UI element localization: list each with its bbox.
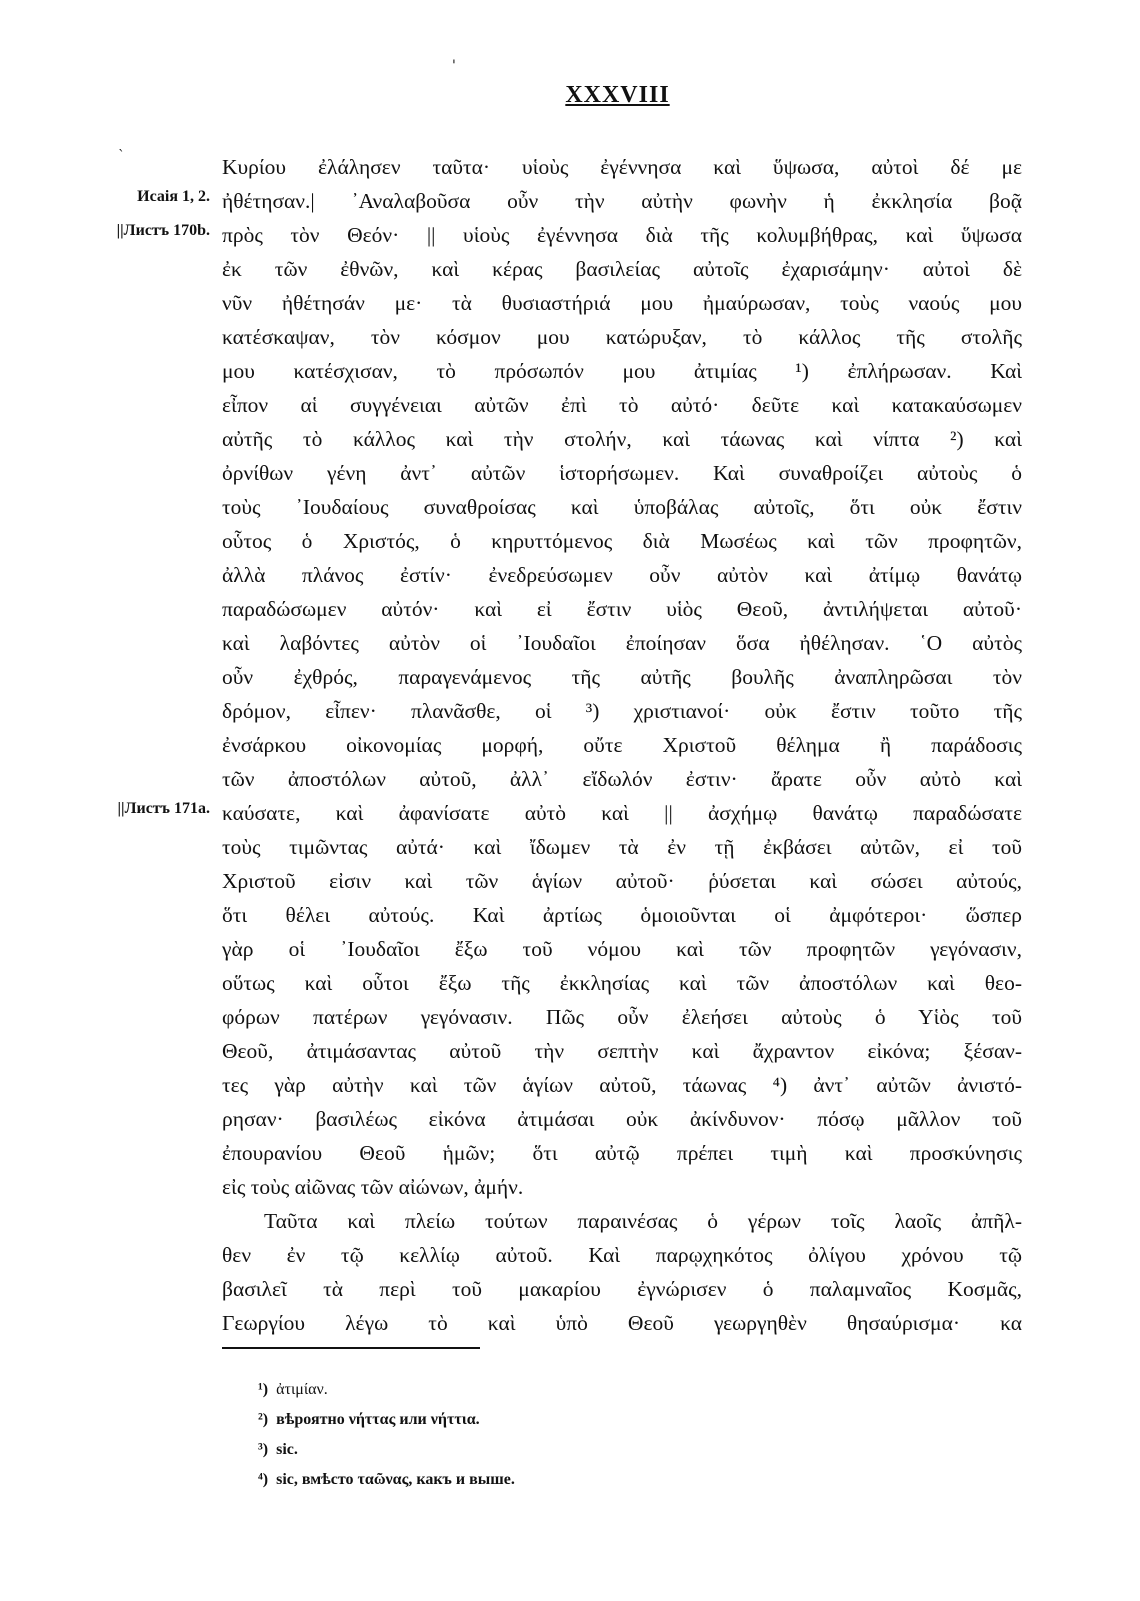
text-line: φόρων πατέρων γεγόνασιν. Πῶς οὖν ἐλεήσει αὐτοὺς ὁ Υἱὸς τοῦ <box>222 1005 1022 1029</box>
text-line: Κυρίου ἐλάλησεν ταῦτα· υἱοὺς ἐγέννησα καὶ ὕψωσα, αὐτοὶ δέ με <box>222 155 1022 179</box>
text-line: ὀρνίθων γένη ἀντ᾿ αὐτῶν ἱστορήσωμεν. Καὶ συναθροίζει αὐτοὺς ὁ <box>222 461 1022 485</box>
text-line: τοὺς τιμῶντας αὐτά· καὶ ἴδωμεν τὰ ἐν τῇ ἐκβάσει αὐτῶν, εἰ τοῦ <box>222 835 1022 859</box>
text-line: παραδώσωμεν αὐτόν· καὶ εἰ ἔστιν υἱὸς Θεοῦ, ἀντιλήψεται αὐτοῦ· <box>222 597 1022 621</box>
text-line: θεν ἐν τῷ κελλίῳ αὐτοῦ. Καὶ παρῳχηκότος ὀλίγου χρόνου τῷ <box>222 1243 1022 1267</box>
text-line: ρησαν· βασιλέως εἰκόνα ἀτιμάσαι οὐκ ἀκίνδυνον· πόσῳ μᾶλλον τοῦ <box>222 1107 1022 1131</box>
footnote-number: ¹) <box>258 1381 269 1398</box>
footnote <box>258 1435 515 1465</box>
footnote <box>258 1465 515 1495</box>
footnote-text: sic, вмѣсто ταῶνας, какъ и выше. <box>276 1471 515 1488</box>
text-line: ἐκ τῶν ἐθνῶν, καὶ κέρας βασιλείας αὐτοῖς ἐχαρισάμην· αὐτοὶ δὲ <box>222 257 1022 281</box>
text-line: ἠθέτησαν.| ᾿Αναλαβοῦσα οὖν τὴν αὐτὴν φωνὴν ἡ ἐκκλησία βοᾷ <box>222 189 1022 213</box>
text-line: καὶ λαβόντες αὐτὸν οἱ ᾿Ιουδαῖοι ἐποίησαν ὅσα ἠθέλησαν. ῾Ο αὐτὸς <box>222 631 1022 655</box>
margin-note-folio-170b: ||Листъ 170b. <box>116 222 210 239</box>
text-line: αὐτῆς τὸ κάλλος καὶ τὴν στολήν, καὶ τάωνας καὶ νίπτα ²) καὶ <box>222 427 1022 451</box>
text-line: Χριστοῦ εἰσιν καὶ τῶν ἁγίων αὐτοῦ· ῥύσεται καὶ σώσει αὐτούς, <box>222 869 1022 893</box>
text-line: τῶν ἀποστόλων αὐτοῦ, ἀλλ᾿ εἴδωλόν ἐστιν· ἄρατε οὖν αὐτὸ καὶ <box>222 767 1022 791</box>
text-line: ἐνσάρκου οἰκονομίας μορφή, οὔτε Χριστοῦ θέλημα ἢ παράδοσις <box>222 733 1022 757</box>
text-line: τες γὰρ αὐτὴν καὶ τῶν ἁγίων αὐτοῦ, τάωνας ⁴) ἀντ᾿ αὐτῶν ἀνιστό- <box>222 1073 1022 1097</box>
footnote-text: вѣроятно νήττας или νήττια. <box>276 1411 480 1428</box>
text-line: νῦν ἠθέτησάν με· τὰ θυσιαστήριά μου ἠμαύρωσαν, τοὺς ναούς μου <box>222 291 1022 315</box>
margin-note-isaiah: Исаія 1, 2. <box>137 188 210 205</box>
text-line: ἐπουρανίου Θεοῦ ἡμῶν; ὅτι αὐτῷ πρέπει τιμὴ καὶ προσκύνησις <box>222 1141 1022 1165</box>
text-line: μου κατέσχισαν, τὸ πρόσωπόν μου ἀτιμίας ¹) ἐπλήρωσαν. Καὶ <box>222 359 1022 383</box>
text-line: οὖν ἐχθρός, παραγενάμενος τῆς αὐτῆς βουλῆς ἀναπληρῶσαι τὸν <box>222 665 1022 689</box>
text-line: εἶπον αἱ συγγένειαι αὐτῶν ἐπὶ τὸ αὐτό· δεῦτε καὶ κατακαύσωμεν <box>222 393 1022 417</box>
text-line: Γεωργίου λέγω τὸ καὶ ὑπὸ Θεοῦ γεωργηθὲν θησαύρισμα· κα <box>222 1311 1022 1335</box>
footnote-number: ²) <box>258 1411 269 1428</box>
footnote-text: sic. <box>276 1441 298 1458</box>
text-line: πρὸς τὸν Θεόν· || υἱοὺς ἐγέννησα διὰ τῆς κολυμβήθρας, καὶ ὕψωσα <box>222 223 1022 247</box>
text-line: ἀλλὰ πλάνος ἐστίν· ἐνεδρεύσωμεν οὖν αὐτὸν καὶ ἀτίμῳ θανάτῳ <box>222 563 1022 587</box>
page-number: XXXVIII <box>565 82 670 108</box>
footnote-divider <box>222 1347 480 1349</box>
margin-note-folio-171a: ||Листъ 171a. <box>117 800 210 817</box>
footnote-number: ⁴) <box>258 1471 269 1488</box>
text-line: τοὺς ᾿Ιουδαίους συναθροίσας καὶ ὑποβάλας αὐτοῖς, ὅτι οὐκ ἔστιν <box>222 495 1022 519</box>
stray-mark-top: ' <box>452 58 456 74</box>
footnote-number: ³) <box>258 1441 269 1458</box>
footnote <box>258 1375 515 1405</box>
text-line: βασιλεῖ τὰ περὶ τοῦ μακαρίου ἐγνώρισεν ὁ παλαμναῖος Κοσμᾶς, <box>222 1277 1022 1301</box>
text-line: οὕτως καὶ οὗτοι ἔξω τῆς ἐκκλησίας καὶ τῶν ἀποστόλων καὶ θεο- <box>222 971 1022 995</box>
stray-mark-left: ` <box>118 148 125 164</box>
text-line: γὰρ οἱ ᾿Ιουδαῖοι ἔξω τοῦ νόμου καὶ τῶν προφητῶν γεγόνασιν, <box>222 937 1022 961</box>
main-text <box>222 150 1022 1340</box>
text-line: καύσατε, καὶ ἀφανίσατε αὐτὸ καὶ || ἀσχήμῳ θανάτῳ παραδώσατε <box>222 801 1022 825</box>
text-line: δρόμον, εἶπεν· πλανᾶσθε, οἱ ³) χριστιανοί· οὐκ ἔστιν τοῦτο τῆς <box>222 699 1022 723</box>
text-line: εἰς τοὺς αἰῶνας τῶν αἰώνων, ἀμήν. <box>222 1175 524 1199</box>
text-line: κατέσκαψαν, τὸν κόσμον μου κατώρυξαν, τὸ κάλλος τῆς στολῆς <box>222 325 1022 349</box>
footnote-text: ἀτιμίαν. <box>276 1381 328 1398</box>
text-line: Ταῦτα καὶ πλείω τούτων παραινέσας ὁ γέρων τοῖς λαοῖς ἀπῆλ- <box>264 1209 1022 1233</box>
text-line: Θεοῦ, ἀτιμάσαντας αὐτοῦ τὴν σεπτὴν καὶ ἄχραντον εἰκόνα; ξέσαν- <box>222 1039 1022 1063</box>
footnotes <box>258 1375 515 1495</box>
text-line: οὗτος ὁ Χριστός, ὁ κηρυττόμενος διὰ Μωσέως καὶ τῶν προφητῶν, <box>222 529 1022 553</box>
text-line: ὅτι θέλει αὐτούς. Καὶ ἀρτίως ὁμοιοῦνται οἱ ἀμφότεροι· ὥσπερ <box>222 903 1022 927</box>
footnote <box>258 1405 515 1435</box>
